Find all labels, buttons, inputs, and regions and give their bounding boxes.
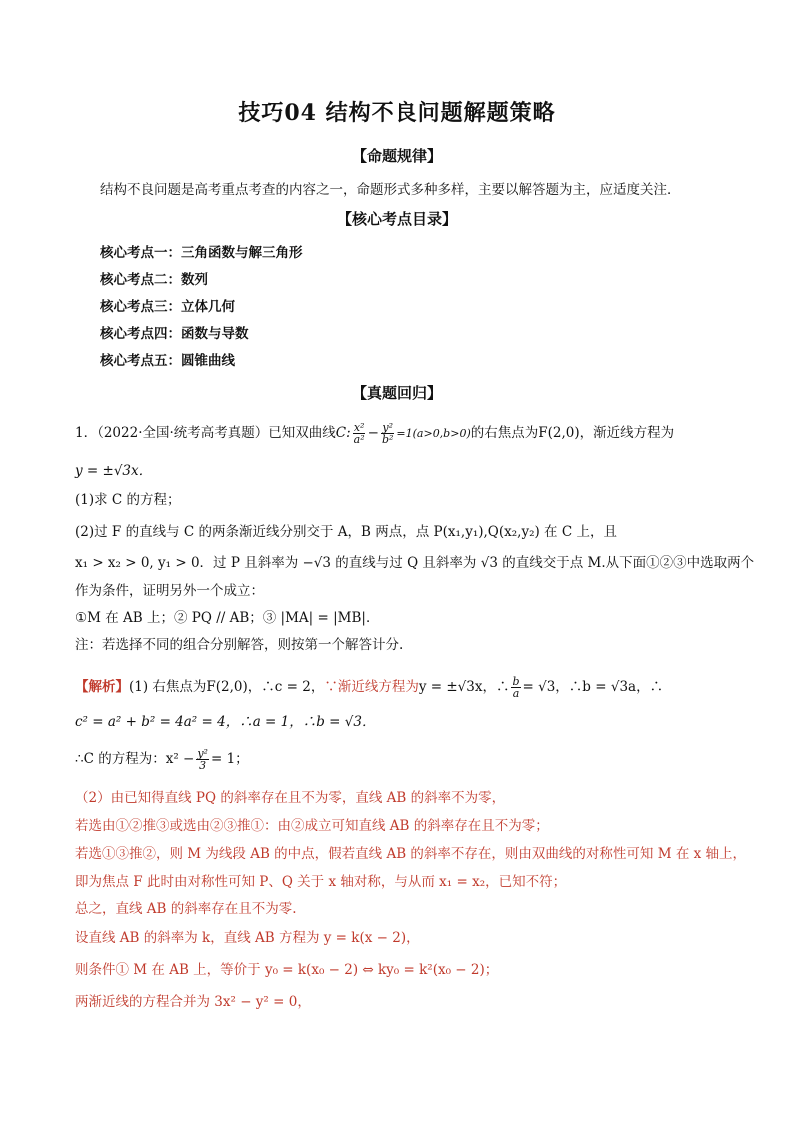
catalog-item-3: 核心考点三：立体几何 <box>100 299 235 315</box>
solution-tag: 【解析】 <box>75 679 129 695</box>
problem-intro-text: 1．（2022·全国·统考高考真题）已知双曲线 <box>75 425 336 441</box>
solution-line-11: 两渐近线的方程合并为 3x² − y² = 0， <box>75 994 311 1010</box>
fraction-b-over-a: $\frac{b}{a}$ <box>512 675 520 700</box>
solution-line-2: c² = a² + b² = 4a² = 4，∴a = 1，∴b = √3． <box>75 714 376 730</box>
solution-line-7: 即为焦点 F 此时由对称性可知 P、Q 关于 x 轴对称，与从而 x₁ = x₂，已知不符； <box>75 874 567 890</box>
asymptote-equation: y = ±√3x． <box>75 463 153 479</box>
rule-heading: 【命题规律】 <box>351 147 442 165</box>
minus-sign: − <box>367 425 379 441</box>
question-2-line-1: (2)过 F 的直线与 C 的两条渐近线分别交于 A，B 两点，点 P(x₁,y₁),Q(x₂,y₂) 在 C 上，且 <box>75 524 617 540</box>
catalog-heading: 【核心考点目录】 <box>336 210 457 228</box>
solution-line-10: 则条件① M 在 AB 上，等价于 y₀ = k(x₀ − 2) ⇔ ky₀ = k²(x₀ − 2)； <box>75 962 499 978</box>
solution-line-8: 总之，直线 AB 的斜率存在且不为零. <box>75 901 297 917</box>
problem-intro <box>75 422 735 445</box>
question-2-line-2: x₁ > x₂ > 0, y₁ > 0．过 P 且斜率为 −√3 的直线与过 Q 且斜率为 √3 的直线交于点 M.从下面①②③中选取两个 <box>75 555 755 571</box>
equation-tail: =1(a>0,b>0) <box>396 427 471 440</box>
solution-line-3 <box>75 748 735 771</box>
solution-line-1 <box>75 676 735 699</box>
fraction-x-over-a: $\frac{\text{x²}}{\text{a²}}$ <box>353 421 365 446</box>
solution-text-1c: y = ±√3x，∴ <box>418 679 510 695</box>
solution-text-1a: (1) 右焦点为F(2,0)，∴c = 2， <box>129 679 325 695</box>
solution-text-1d: = √3，∴b = √3a，∴ <box>522 679 664 695</box>
rule-text: 结构不良问题是高考重点考查的内容之一，命题形式多种多样，主要以解答题为主，应适度关注． <box>100 182 681 198</box>
solution-line-6: 若选①③推②，则 M 为线段 AB 的中点，假若直线 AB 的斜率不存在，则由双曲线的对称性可知 M 在 x 轴上， <box>75 846 747 862</box>
page-title: 技巧04 结构不良问题解题策略 <box>238 100 556 126</box>
fraction-y-over-3: $\frac{\text{y²}}{3}$ <box>197 747 208 772</box>
fraction-y-over-b: $\frac{\text{y²}}{\text{b²}}$ <box>381 421 394 446</box>
question-2-line-4: ①M 在 AB 上；② PQ // AB；③ |MA| = |MB|． <box>75 610 380 626</box>
problem-note: 注：若选择不同的组合分别解答，则按第一个解答计分. <box>75 637 404 653</box>
curve-label: C: <box>335 425 351 441</box>
solution-text-1b: ∵渐近线方程为 <box>324 679 419 695</box>
solution-line-4: （2）由已知得直线 PQ 的斜率存在且不为零，直线 AB 的斜率不为零， <box>75 790 506 806</box>
problem-intro-tail: 的右焦点为F(2,0)，渐近线方程为 <box>470 425 675 441</box>
catalog-item-5: 核心考点五：圆锥曲线 <box>100 353 235 369</box>
solution-line-5: 若选由①②推③或选由②③推①：由②成立可知直线 AB 的斜率存在且不为零； <box>75 818 549 834</box>
solution-text-3a: ∴C 的方程为：x² − <box>75 751 195 767</box>
review-heading: 【真题回归】 <box>351 384 442 402</box>
catalog-item-1: 核心考点一：三角函数与解三角形 <box>100 245 303 261</box>
question-2-line-3: 作为条件，证明另外一个成立： <box>75 583 264 599</box>
catalog-item-2: 核心考点二：数列 <box>100 272 208 288</box>
catalog-item-4: 核心考点四：函数与导数 <box>100 326 249 342</box>
solution-text-3b: = 1； <box>210 751 249 767</box>
question-1: (1)求 C 的方程； <box>75 492 181 508</box>
solution-line-9: 设直线 AB 的斜率为 k，直线 AB 方程为 y = k(x − 2)， <box>75 930 420 946</box>
